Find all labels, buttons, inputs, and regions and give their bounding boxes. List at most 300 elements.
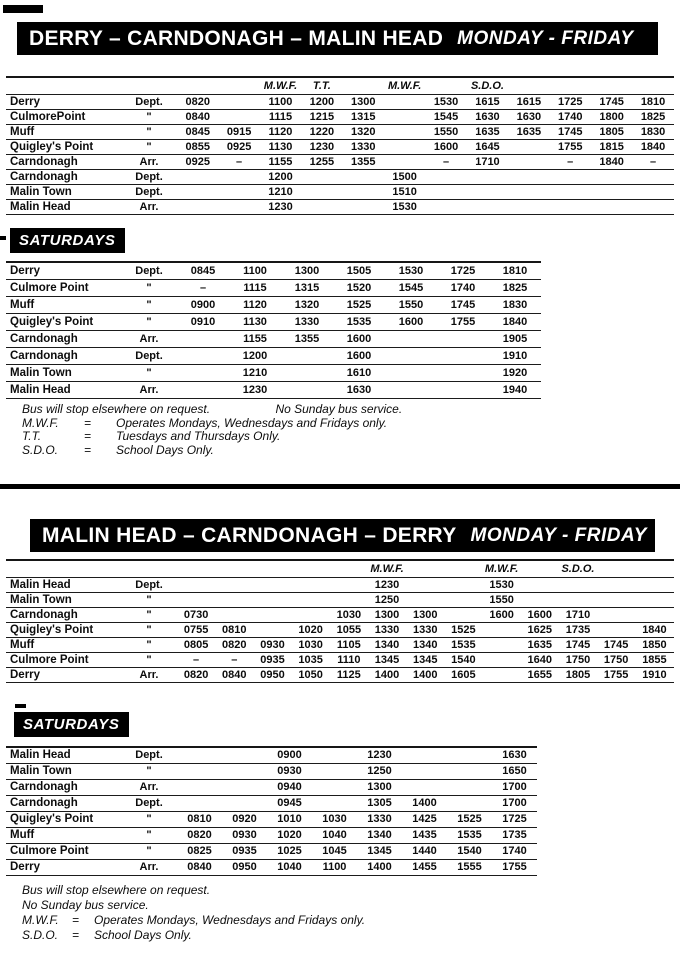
time-cell: 1815: [591, 140, 632, 155]
time-cell: 1545: [425, 110, 466, 125]
time-cell-empty: [483, 668, 521, 683]
timetable-row: [6, 95, 674, 110]
time-cell-empty: [632, 200, 673, 215]
days-label: MONDAY - FRIDAY: [470, 524, 647, 546]
abbr-meaning: Operates Mondays, Wednesdays and Fridays only.: [116, 415, 388, 430]
time-cell: 1530: [384, 200, 425, 215]
time-cell: 0930: [267, 763, 312, 779]
timetable-row: [6, 795, 537, 811]
time-cell: 1210: [229, 364, 281, 381]
notes-inbound: [22, 883, 642, 943]
timetable-row: [6, 593, 674, 608]
time-cell-empty: [312, 795, 357, 811]
stop-type: ": [121, 279, 177, 296]
timetable-row: [6, 125, 674, 140]
timetable-row: [6, 296, 541, 313]
equals-sign: =: [84, 415, 92, 430]
station-name: Culmore Point: [6, 653, 121, 668]
time-cell: 1435: [402, 827, 447, 843]
time-cell-empty: [406, 593, 444, 608]
column-header-empty: [632, 77, 673, 95]
stop-type: ": [121, 110, 177, 125]
time-cell: –: [218, 155, 259, 170]
time-cell: 1710: [559, 608, 597, 623]
time-cell-empty: [301, 170, 342, 185]
time-cell: 1600: [385, 313, 437, 330]
time-cell-empty: [437, 364, 489, 381]
time-cell: 1540: [447, 843, 492, 859]
column-header-row: [6, 77, 674, 95]
timetable-row: [6, 262, 541, 279]
timetable-row: [6, 155, 674, 170]
time-cell-empty: [425, 185, 466, 200]
time-cell: 1725: [492, 811, 537, 827]
column-header: M.W.F.: [368, 560, 406, 578]
column-header-empty: [177, 77, 218, 95]
time-cell: 1635: [508, 125, 549, 140]
abbr-meaning: School Days Only.: [116, 442, 214, 457]
route-title: DERRY – CARNDONAGH – MALIN HEAD: [29, 26, 444, 50]
time-cell: 1320: [281, 296, 333, 313]
time-cell: 1050: [292, 668, 330, 683]
time-cell: 0810: [215, 623, 253, 638]
station-name: Quigley's Point: [6, 811, 121, 827]
weekday-timetable-outbound: [6, 76, 674, 215]
time-cell: 1600: [425, 140, 466, 155]
timetable-row: [6, 608, 674, 623]
time-cell: 1610: [333, 364, 385, 381]
time-cell-empty: [447, 763, 492, 779]
time-cell: 0845: [177, 262, 229, 279]
station-name: Carndonagh: [6, 779, 121, 795]
station-name: Carndonagh: [6, 330, 121, 347]
time-cell: 0930: [222, 827, 267, 843]
time-cell: 1630: [492, 747, 537, 763]
station-name: Culmore Point: [6, 279, 121, 296]
time-cell: 1755: [437, 313, 489, 330]
timetable-row: [6, 747, 537, 763]
stop-type: Dept.: [121, 170, 177, 185]
time-cell: 1940: [489, 381, 541, 398]
time-cell: 1155: [260, 155, 301, 170]
time-cell-empty: [253, 608, 291, 623]
time-cell: 0950: [253, 668, 291, 683]
abbr: S.D.O.: [22, 442, 59, 457]
time-cell: 1130: [229, 313, 281, 330]
time-cell-empty: [253, 578, 291, 593]
time-cell-empty: [444, 608, 482, 623]
time-cell: –: [550, 155, 591, 170]
time-cell-empty: [343, 200, 384, 215]
station-name: Malin Town: [6, 364, 121, 381]
time-cell: 0805: [177, 638, 215, 653]
time-cell: 0935: [253, 653, 291, 668]
time-cell: 1600: [521, 608, 559, 623]
time-cell: 1525: [444, 623, 482, 638]
abbreviation-definition: [22, 417, 642, 431]
time-cell: 1100: [312, 859, 357, 875]
time-cell-empty: [218, 110, 259, 125]
time-cell: 1740: [437, 279, 489, 296]
abbr: M.W.F.: [22, 913, 59, 927]
time-cell-empty: [312, 747, 357, 763]
time-cell: –: [177, 653, 215, 668]
time-cell: 1400: [357, 859, 402, 875]
time-cell-empty: [444, 593, 482, 608]
column-header-empty: [406, 560, 444, 578]
time-cell: 1745: [559, 638, 597, 653]
time-cell: 1615: [467, 95, 508, 110]
time-cell-empty: [218, 185, 259, 200]
column-header-empty: [177, 560, 215, 578]
time-cell-empty: [177, 347, 229, 364]
time-cell: 1345: [368, 653, 406, 668]
column-header-empty: [218, 77, 259, 95]
time-cell: 1400: [368, 668, 406, 683]
timetable-row: [6, 811, 537, 827]
time-cell: 0900: [267, 747, 312, 763]
time-cell-empty: [301, 200, 342, 215]
station-name: Derry: [6, 95, 121, 110]
timetable-row: [6, 364, 541, 381]
station-name: Muff: [6, 125, 121, 140]
time-cell: 1520: [333, 279, 385, 296]
timetable-row: [6, 578, 674, 593]
time-cell: 1910: [489, 347, 541, 364]
time-cell: 1740: [492, 843, 537, 859]
time-cell: 1735: [559, 623, 597, 638]
timetable-row: [6, 763, 537, 779]
abbreviation-definition: [22, 913, 642, 928]
abbr: M.W.F.: [22, 415, 59, 430]
time-cell-empty: [384, 125, 425, 140]
station-name: Malin Head: [6, 747, 121, 763]
time-cell: 1345: [406, 653, 444, 668]
time-cell: 0900: [177, 296, 229, 313]
column-header-empty: [591, 77, 632, 95]
time-cell-empty: [222, 779, 267, 795]
time-cell: 1905: [489, 330, 541, 347]
time-cell: 1115: [260, 110, 301, 125]
time-cell: 0840: [177, 859, 222, 875]
time-cell-empty: [215, 593, 253, 608]
column-header-empty: [330, 560, 368, 578]
time-cell-empty: [384, 155, 425, 170]
time-cell-empty: [437, 381, 489, 398]
time-cell-empty: [385, 364, 437, 381]
time-cell: 1645: [467, 140, 508, 155]
time-cell: 1600: [333, 347, 385, 364]
time-cell-empty: [447, 747, 492, 763]
time-cell: 1010: [267, 811, 312, 827]
section-divider-rule: [0, 484, 680, 489]
time-cell: 1250: [357, 763, 402, 779]
request-note: Bus will stop elsewhere on request.: [22, 402, 211, 416]
stop-type: ": [121, 623, 177, 638]
column-header-empty: [6, 560, 121, 578]
time-cell-empty: [597, 623, 635, 638]
time-cell: 1040: [312, 827, 357, 843]
stop-type: ": [121, 593, 177, 608]
station-name: Carndonagh: [6, 608, 121, 623]
station-name: Culmore Point: [6, 843, 121, 859]
time-cell-empty: [312, 779, 357, 795]
time-cell-empty: [437, 330, 489, 347]
route-title-bar-inbound: [30, 519, 655, 552]
time-cell: 1330: [368, 623, 406, 638]
stop-type: Dept.: [121, 95, 177, 110]
time-cell-empty: [281, 347, 333, 364]
time-cell: 0925: [177, 155, 218, 170]
station-name: Derry: [6, 262, 121, 279]
weekday-timetable-inbound: [6, 559, 674, 683]
time-cell-empty: [559, 593, 597, 608]
time-cell: 1130: [260, 140, 301, 155]
time-cell: 1500: [384, 170, 425, 185]
time-cell: 1530: [483, 578, 521, 593]
time-cell: 1725: [437, 262, 489, 279]
time-cell: 1315: [281, 279, 333, 296]
time-cell: 1745: [550, 125, 591, 140]
time-cell: 1340: [357, 827, 402, 843]
time-cell-empty: [483, 623, 521, 638]
time-cell: 1810: [632, 95, 673, 110]
time-cell: 1230: [357, 747, 402, 763]
time-cell-empty: [292, 593, 330, 608]
column-header-empty: [425, 77, 466, 95]
abbreviation-definition: [22, 928, 642, 943]
column-header-empty: [550, 77, 591, 95]
time-cell-empty: [177, 200, 218, 215]
time-cell: 1755: [597, 668, 635, 683]
time-cell-empty: [508, 155, 549, 170]
timetable-row: [6, 110, 674, 125]
saturdays-badge-outbound: [10, 228, 125, 253]
time-cell: 1045: [312, 843, 357, 859]
stop-type: Arr.: [121, 779, 177, 795]
stop-type: Arr.: [121, 330, 177, 347]
time-cell-empty: [177, 763, 222, 779]
stop-type: ": [121, 313, 177, 330]
time-cell: –: [632, 155, 673, 170]
time-cell: 1755: [550, 140, 591, 155]
time-cell: 1805: [591, 125, 632, 140]
time-cell: 0915: [218, 125, 259, 140]
time-cell: 1830: [632, 125, 673, 140]
time-cell: 1300: [281, 262, 333, 279]
time-cell: 1630: [508, 110, 549, 125]
timetable-row: [6, 313, 541, 330]
time-cell-empty: [559, 578, 597, 593]
time-cell: 1550: [425, 125, 466, 140]
time-cell: 0755: [177, 623, 215, 638]
time-cell: 1555: [447, 859, 492, 875]
time-cell: 1830: [489, 296, 541, 313]
time-cell-empty: [483, 653, 521, 668]
time-cell-empty: [591, 185, 632, 200]
time-cell: 0910: [177, 313, 229, 330]
time-cell-empty: [253, 593, 291, 608]
time-cell: 1840: [635, 623, 673, 638]
time-cell: 1800: [591, 110, 632, 125]
column-header-empty: [292, 560, 330, 578]
saturdays-badge-inbound: [14, 712, 129, 737]
time-cell-empty: [632, 170, 673, 185]
abbreviation-definition: [22, 444, 642, 458]
route-title: MALIN HEAD – CARNDONAGH – DERRY: [42, 523, 457, 547]
time-cell: 1630: [333, 381, 385, 398]
time-cell-empty: [343, 170, 384, 185]
equals-sign: =: [72, 928, 80, 942]
time-cell: 1840: [591, 155, 632, 170]
time-cell: 1700: [492, 779, 537, 795]
timetable-row: [6, 668, 674, 683]
time-cell: 1650: [492, 763, 537, 779]
station-name: Carndonagh: [6, 155, 121, 170]
time-cell-empty: [402, 763, 447, 779]
column-header-empty: [215, 560, 253, 578]
stop-type: ": [121, 653, 177, 668]
time-cell-empty: [635, 578, 673, 593]
time-cell: 1100: [229, 262, 281, 279]
time-cell-empty: [632, 185, 673, 200]
scan-artifact-dash: [0, 236, 6, 240]
time-cell: 1210: [260, 185, 301, 200]
stop-type: Arr.: [121, 155, 177, 170]
timetable-row: [6, 140, 674, 155]
time-cell-empty: [508, 185, 549, 200]
timetable-row: [6, 653, 674, 668]
time-cell-empty: [483, 638, 521, 653]
time-cell: 1755: [492, 859, 537, 875]
stop-type: Arr.: [121, 668, 177, 683]
time-cell: 1750: [559, 653, 597, 668]
note-line: [22, 403, 642, 417]
note-line: [22, 898, 642, 913]
time-cell: 1550: [385, 296, 437, 313]
time-cell: 1740: [550, 110, 591, 125]
time-cell: 1550: [483, 593, 521, 608]
time-cell-empty: [330, 593, 368, 608]
time-cell: 1315: [343, 110, 384, 125]
time-cell: 1035: [292, 653, 330, 668]
stop-type: ": [121, 638, 177, 653]
time-cell: 1840: [489, 313, 541, 330]
station-name: Muff: [6, 296, 121, 313]
time-cell-empty: [312, 763, 357, 779]
station-name: Malin Head: [6, 381, 121, 398]
saturday-timetable-inbound: [6, 746, 537, 876]
time-cell-empty: [253, 623, 291, 638]
time-cell: 1640: [521, 653, 559, 668]
time-cell: 0840: [177, 110, 218, 125]
time-cell: 1355: [343, 155, 384, 170]
time-cell: 0920: [222, 811, 267, 827]
time-cell: 1545: [385, 279, 437, 296]
column-header-empty: [121, 560, 177, 578]
time-cell: 1300: [343, 95, 384, 110]
time-cell: –: [177, 279, 229, 296]
column-header-row: [6, 560, 674, 578]
time-cell: 1200: [260, 170, 301, 185]
time-cell: 1300: [357, 779, 402, 795]
time-cell: 1220: [301, 125, 342, 140]
sunday-note: No Sunday bus service.: [275, 402, 403, 416]
station-name: Muff: [6, 638, 121, 653]
time-cell: 0945: [267, 795, 312, 811]
time-cell-empty: [222, 795, 267, 811]
time-cell: 0810: [177, 811, 222, 827]
column-header-empty: [6, 77, 121, 95]
time-cell-empty: [177, 170, 218, 185]
column-header: M.W.F.: [483, 560, 521, 578]
time-cell: 1110: [330, 653, 368, 668]
station-name: Muff: [6, 827, 121, 843]
timetable-row: [6, 200, 674, 215]
time-cell: 1535: [333, 313, 385, 330]
time-cell: 1655: [521, 668, 559, 683]
time-cell: 1605: [444, 668, 482, 683]
stop-type: Dept.: [121, 262, 177, 279]
column-header-empty: [508, 77, 549, 95]
stop-type: Arr.: [121, 381, 177, 398]
stop-type: Dept.: [121, 578, 177, 593]
time-cell: 1115: [229, 279, 281, 296]
time-cell: 1230: [368, 578, 406, 593]
time-cell: 1230: [229, 381, 281, 398]
time-cell-empty: [425, 170, 466, 185]
time-cell: 0925: [218, 140, 259, 155]
time-cell-empty: [218, 200, 259, 215]
time-cell-empty: [521, 578, 559, 593]
time-cell: 1120: [229, 296, 281, 313]
time-cell-empty: [597, 578, 635, 593]
stop-type: ": [121, 763, 177, 779]
time-cell: 1525: [333, 296, 385, 313]
time-cell: 1710: [467, 155, 508, 170]
station-name: Quigley's Point: [6, 313, 121, 330]
time-cell-empty: [385, 330, 437, 347]
time-cell-empty: [406, 578, 444, 593]
station-name: CulmorePoint: [6, 110, 121, 125]
time-cell: 1330: [406, 623, 444, 638]
saturday-timetable-outbound: [6, 261, 541, 399]
time-cell: 1255: [301, 155, 342, 170]
time-cell: 0730: [177, 608, 215, 623]
time-cell-empty: [281, 381, 333, 398]
time-cell: 0840: [215, 668, 253, 683]
time-cell: 1320: [343, 125, 384, 140]
time-cell: –: [215, 653, 253, 668]
stop-type: ": [121, 608, 177, 623]
time-cell: 1400: [406, 668, 444, 683]
time-cell: 1825: [632, 110, 673, 125]
abbr-meaning: School Days Only.: [94, 928, 192, 942]
notes-outbound: [22, 403, 642, 457]
timetable-row: [6, 779, 537, 795]
time-cell: 1330: [281, 313, 333, 330]
abbr: S.D.O.: [22, 928, 59, 942]
time-cell-empty: [281, 364, 333, 381]
time-cell-empty: [444, 578, 482, 593]
station-name: Carndonagh: [6, 170, 121, 185]
time-cell-empty: [402, 747, 447, 763]
stop-type: Arr.: [121, 200, 177, 215]
time-cell: 1345: [357, 843, 402, 859]
days-label: MONDAY - FRIDAY: [457, 27, 634, 49]
stop-type: Dept.: [121, 747, 177, 763]
column-header-empty: [343, 77, 384, 95]
